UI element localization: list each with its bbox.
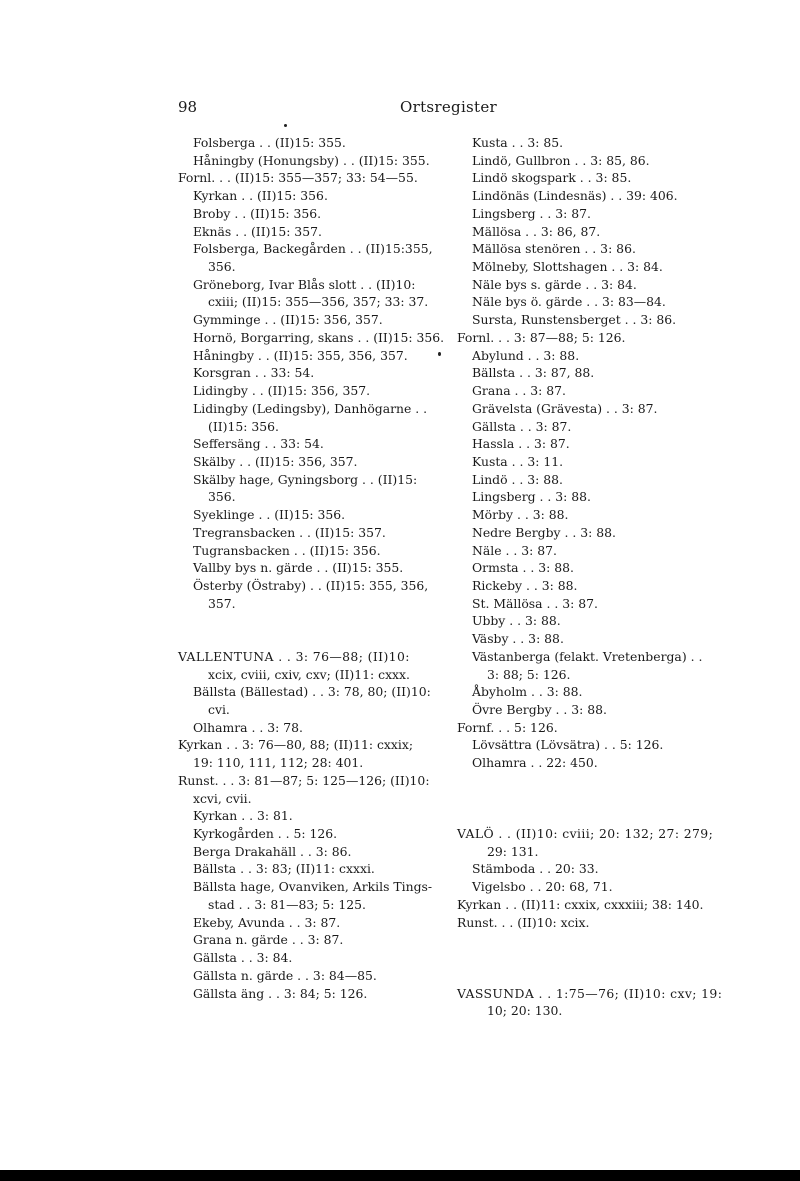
index-entry: Österby (Östraby) . . (II)15: 355, 356, [193, 577, 429, 593]
index-entry: Ormsta . . 3: 88. [472, 560, 574, 576]
index-entry: Mölneby, Slottshagen . . 3: 84. [472, 259, 663, 275]
index-entry: Kusta . . 3: 85. [472, 135, 564, 150]
index-entry: Västanberga (felakt. Vretenberga) . . [472, 648, 703, 664]
index-entry: 3: 88; 5: 126. [487, 666, 571, 682]
index-entry: Vallby bys n. gärde . . (II)15: 355. [193, 560, 404, 576]
index-entry: Grana n. gärde . . 3: 87. [193, 932, 344, 948]
index-entry: xcvi, cvii. [193, 790, 252, 806]
index-entry: Lingsberg . . 3: 87. [472, 205, 591, 221]
index-entry: Åbyholm . . 3: 88. [472, 684, 583, 700]
index-entry: Lidingby (Ledingsby), Danhögarne . . [193, 400, 428, 416]
index-entry: Skälby hage, Gyningsborg . . (II)15: [193, 471, 418, 487]
index-entry: Gröneborg, Ivar Blås slott . . (II)10: [193, 276, 416, 292]
index-entry: 356. [208, 259, 236, 275]
index-entry: Folsberga . . (II)15: 355. [193, 135, 346, 150]
index-entry: Olhamra . . 3: 78. [193, 719, 303, 735]
index-entry: Lindö . . 3: 88. [472, 471, 563, 487]
index-heading: VALÖ . . (II)10: cviii; 20: 132; 27: 279; [457, 826, 714, 842]
index-entry: cvi. [208, 702, 230, 717]
index-entry: Lindönäs (Lindesnäs) . . 39: 406. [472, 188, 678, 204]
index-entry: 29: 131. [487, 843, 539, 859]
index-entry: Stämboda . . 20: 33. [472, 861, 599, 877]
index-heading: VASSUNDA . . 1:75—76; (II)10: cxv; 19: [457, 985, 723, 1001]
index-entry: xcix, cviii, cxiv, cxv; (II)11: cxxx. [208, 666, 410, 682]
index-entry: St. Mällösa . . 3: 87. [472, 595, 598, 611]
index-entry: Gällsta n. gärde . . 3: 84—85. [193, 967, 377, 983]
index-entry: Gällsta äng . . 3: 84; 5: 126. [193, 985, 368, 1001]
index-entry: Korsgran . . 33: 54. [193, 365, 315, 381]
index-entry: Grana . . 3: 87. [472, 383, 566, 399]
index-entry: Berga Drakahäll . . 3: 86. [193, 843, 352, 859]
blank-line [457, 931, 727, 984]
index-entry: Kusta . . 3: 11. [472, 453, 564, 469]
index-entry: Runst. . . (II)10: xcix. [457, 914, 590, 930]
index-entry: Olhamra . . 22: 450. [472, 755, 598, 771]
blank-line [178, 612, 443, 647]
index-entry: Fornl. . . 3: 87—88; 5: 126. [457, 329, 626, 345]
index-entry: 356. [208, 489, 236, 505]
index-entry: Rickeby . . 3: 88. [472, 577, 578, 593]
index-entry: Näle . . 3: 87. [472, 542, 557, 558]
index-entry: Mällösa stenören . . 3: 86. [472, 241, 636, 257]
index-entry: Fornf. . . 5: 126. [457, 719, 558, 735]
index-entry: Lövsättra (Lövsätra) . . 5: 126. [472, 737, 664, 753]
index-entry: Abylund . . 3: 88. [472, 347, 580, 363]
index-entry: Gymminge . . (II)15: 356, 357. [193, 312, 383, 328]
index-entry: cxiii; (II)15: 355—356, 357; 33: 37. [208, 294, 429, 310]
index-entry: Broby . . (II)15: 356. [193, 205, 322, 221]
index-entry: Kyrkogården . . 5: 126. [193, 826, 338, 842]
index-entry: Ubby . . 3: 88. [472, 613, 561, 629]
index-entry: Fornl. . . (II)15: 355—357; 33: 54—55. [178, 170, 418, 186]
index-entry: Gällsta . . 3: 87. [472, 418, 572, 434]
index-entry: 19: 110, 111, 112; 28: 401. [193, 755, 364, 771]
index-entry: Vigelsbo . . 20: 68, 71. [472, 879, 613, 895]
index-entry: Grävelsta (Grävesta) . . 3: 87. [472, 400, 658, 416]
index-entry: Tugransbacken . . (II)15: 356. [193, 542, 381, 558]
index-entry: Hornö, Borgarring, skans . . (II)15: 356. [193, 329, 445, 345]
index-column-left [178, 134, 443, 1002]
index-entry: Bällsta (Bällestad) . . 3: 78, 80; (II)10: [193, 684, 431, 700]
index-entry: Skälby . . (II)15: 356, 357. [193, 453, 358, 469]
index-entry: (II)15: 356. [208, 418, 279, 434]
index-entry: Kyrkan . . (II)15: 356. [193, 188, 328, 204]
scan-edge [0, 1170, 800, 1181]
index-entry: Kyrkan . . 3: 81. [193, 808, 293, 824]
index-entry: Bällsta hage, Ovanviken, Arkils Tings- [193, 879, 433, 895]
index-entry: Mällösa . . 3: 86, 87. [472, 223, 601, 239]
print-speck [284, 124, 287, 127]
index-heading: VALLENTUNA . . 3: 76—88; (II)10: [178, 648, 410, 664]
index-entry: Hassla . . 3: 87. [472, 436, 570, 452]
index-column-right [457, 134, 727, 1020]
index-entry: Lidingby . . (II)15: 356, 357. [193, 383, 371, 399]
index-entry: Tregransbacken . . (II)15: 357. [193, 524, 386, 540]
index-entry: Folsberga, Backegården . . (II)15:355, [193, 241, 433, 257]
index-entry: Ekeby, Avunda . . 3: 87. [193, 914, 341, 930]
blank-line [457, 772, 727, 825]
page-number: 98 [178, 98, 198, 116]
index-entry: Lindö skogspark . . 3: 85. [472, 170, 632, 186]
index-entry: Kyrkan . . 3: 76—80, 88; (II)11: cxxix; [178, 737, 414, 753]
index-entry: Nedre Bergby . . 3: 88. [472, 524, 616, 540]
index-entry: Kyrkan . . (II)11: cxxix, cxxxiii; 38: 140. [457, 896, 704, 912]
print-speck [438, 352, 441, 356]
index-entry: 10; 20: 130. [487, 1003, 563, 1019]
index-entry: Håningby . . (II)15: 355, 356, 357. [193, 347, 408, 363]
index-entry: Näle bys ö. gärde . . 3: 83—84. [472, 294, 666, 310]
index-entry: Eknäs . . (II)15: 357. [193, 223, 322, 239]
index-entry: Övre Bergby . . 3: 88. [472, 702, 607, 717]
page-title: Ortsregister [400, 98, 498, 116]
index-entry: Lindö, Gullbron . . 3: 85, 86. [472, 152, 650, 168]
index-entry: Sursta, Runstensberget . . 3: 86. [472, 312, 677, 328]
index-entry: 357. [208, 595, 236, 611]
index-entry: Lingsberg . . 3: 88. [472, 489, 591, 505]
index-entry: Mörby . . 3: 88. [472, 507, 569, 523]
index-entry: Väsby . . 3: 88. [472, 631, 564, 647]
index-entry: Näle bys s. gärde . . 3: 84. [472, 276, 637, 292]
index-entry: Gällsta . . 3: 84. [193, 950, 293, 966]
index-entry: Syeklinge . . (II)15: 356. [193, 507, 346, 523]
index-entry: stad . . 3: 81—83; 5: 125. [208, 896, 366, 912]
index-entry: Bällsta . . 3: 83; (II)11: cxxxi. [193, 861, 375, 877]
index-entry: Seffersäng . . 33: 54. [193, 436, 324, 452]
index-entry: Håningby (Honungsby) . . (II)15: 355. [193, 152, 430, 168]
index-entry: Bällsta . . 3: 87, 88. [472, 365, 595, 381]
index-entry: Runst. . . 3: 81—87; 5: 125—126; (II)10: [178, 772, 430, 788]
